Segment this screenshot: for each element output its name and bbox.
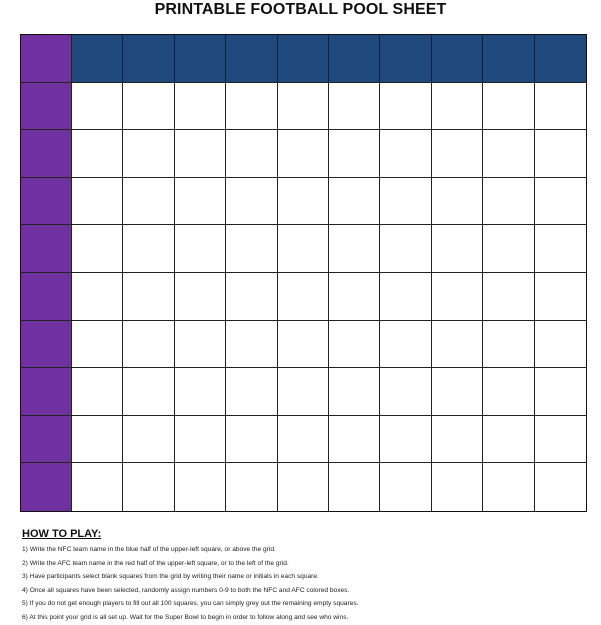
pool-square[interactable]	[432, 368, 483, 416]
nfc-number-box[interactable]	[432, 35, 483, 83]
pool-square[interactable]	[380, 463, 431, 511]
nfc-number-box[interactable]	[483, 35, 534, 83]
afc-number-box[interactable]	[21, 225, 72, 273]
pool-square[interactable]	[380, 130, 431, 178]
pool-square[interactable]	[329, 225, 380, 273]
pool-square[interactable]	[175, 225, 226, 273]
pool-square[interactable]	[432, 83, 483, 131]
pool-square[interactable]	[123, 321, 174, 369]
nfc-number-box[interactable]	[72, 35, 123, 83]
pool-square[interactable]	[72, 178, 123, 226]
pool-square[interactable]	[535, 416, 586, 464]
pool-square[interactable]	[226, 225, 277, 273]
pool-square[interactable]	[226, 178, 277, 226]
pool-square[interactable]	[329, 273, 380, 321]
afc-number-box[interactable]	[21, 273, 72, 321]
step-4: 4) Once all squares have been selected, randomly assign numbers 0-9 to both the NFC and AFC colored boxes.	[22, 586, 350, 594]
pool-square[interactable]	[380, 321, 431, 369]
pool-square[interactable]	[432, 178, 483, 226]
pool-square[interactable]	[329, 416, 380, 464]
nfc-number-box[interactable]	[123, 35, 174, 83]
pool-square[interactable]	[432, 130, 483, 178]
pool-square[interactable]	[278, 130, 329, 178]
pool-square[interactable]	[535, 273, 586, 321]
pool-square[interactable]	[226, 368, 277, 416]
pool-square[interactable]	[175, 321, 226, 369]
pool-square[interactable]	[329, 368, 380, 416]
pool-square[interactable]	[380, 273, 431, 321]
pool-square[interactable]	[123, 130, 174, 178]
nfc-number-box[interactable]	[535, 35, 586, 83]
pool-square[interactable]	[380, 416, 431, 464]
pool-square[interactable]	[432, 463, 483, 511]
step-1: 1) Write the NFC team name in the blue half of the upper-left square, or above the grid.	[22, 546, 276, 553]
pool-grid	[20, 34, 587, 512]
pool-square[interactable]	[483, 225, 534, 273]
pool-square[interactable]	[72, 368, 123, 416]
pool-square[interactable]	[329, 321, 380, 369]
pool-square[interactable]	[483, 368, 534, 416]
pool-square[interactable]	[175, 273, 226, 321]
pool-square[interactable]	[483, 416, 534, 464]
pool-square[interactable]	[483, 273, 534, 321]
pool-square[interactable]	[278, 225, 329, 273]
how-to-play-section	[22, 528, 592, 625]
pool-square[interactable]	[535, 368, 586, 416]
pool-square[interactable]	[278, 83, 329, 131]
pool-square[interactable]	[432, 273, 483, 321]
pool-square[interactable]	[123, 416, 174, 464]
pool-square[interactable]	[278, 178, 329, 226]
pool-square[interactable]	[535, 130, 586, 178]
afc-number-box[interactable]	[21, 178, 72, 226]
nfc-number-box[interactable]	[226, 35, 277, 83]
pool-square[interactable]	[72, 416, 123, 464]
pool-square[interactable]	[483, 463, 534, 511]
pool-square[interactable]	[175, 178, 226, 226]
pool-square[interactable]	[123, 225, 174, 273]
pool-square[interactable]	[535, 225, 586, 273]
pool-square[interactable]	[278, 463, 329, 511]
pool-square[interactable]	[329, 178, 380, 226]
step-3: 3) Have participants select blank squares from the grid by writing their name or initials in each square.	[22, 573, 319, 581]
pool-square[interactable]	[226, 321, 277, 369]
pool-square[interactable]	[175, 463, 226, 511]
pool-square[interactable]	[72, 321, 123, 369]
pool-square[interactable]	[535, 321, 586, 369]
afc-number-box[interactable]	[21, 130, 72, 178]
pool-square[interactable]	[278, 273, 329, 321]
page-title: PRINTABLE FOOTBALL POOL SHEET	[154, 1, 447, 18]
pool-square[interactable]	[175, 416, 226, 464]
pool-square[interactable]	[226, 416, 277, 464]
pool-square[interactable]	[483, 178, 534, 226]
pool-square[interactable]	[72, 225, 123, 273]
pool-square[interactable]	[432, 416, 483, 464]
afc-number-box[interactable]	[21, 463, 72, 511]
pool-square[interactable]	[123, 368, 174, 416]
pool-square[interactable]	[72, 83, 123, 131]
pool-square[interactable]	[226, 83, 277, 131]
pool-square[interactable]	[432, 225, 483, 273]
pool-square[interactable]	[483, 83, 534, 131]
pool-square[interactable]	[175, 130, 226, 178]
nfc-number-box[interactable]	[329, 35, 380, 83]
pool-square[interactable]	[226, 463, 277, 511]
pool-square[interactable]	[278, 416, 329, 464]
pool-square[interactable]	[535, 463, 586, 511]
pool-square[interactable]	[329, 463, 380, 511]
pool-square[interactable]	[380, 368, 431, 416]
pool-square[interactable]	[535, 83, 586, 131]
pool-square[interactable]	[123, 273, 174, 321]
step-5: 5) If you do not get enough players to fill out all 100 squares, you can simply grey out the remaining empty squares.	[22, 600, 359, 608]
pool-square[interactable]	[380, 178, 431, 226]
nfc-number-box[interactable]	[175, 35, 226, 83]
pool-square[interactable]	[535, 178, 586, 226]
pool-square[interactable]	[483, 130, 534, 178]
afc-number-box[interactable]	[21, 83, 72, 131]
pool-square[interactable]	[278, 368, 329, 416]
pool-square[interactable]	[432, 321, 483, 369]
pool-square[interactable]	[175, 368, 226, 416]
pool-square[interactable]	[329, 83, 380, 131]
how-to-play-heading: HOW TO PLAY:	[22, 528, 102, 540]
pool-square[interactable]	[72, 273, 123, 321]
pool-square[interactable]	[72, 463, 123, 511]
pool-square[interactable]	[278, 321, 329, 369]
pool-square[interactable]	[483, 321, 534, 369]
how-to-play-steps	[22, 543, 592, 625]
afc-number-box[interactable]	[21, 416, 72, 464]
step-2: 2) Write the AFC team name in the red half of the upper-left square, or to the left of the grid.	[22, 559, 289, 567]
pool-square[interactable]	[329, 130, 380, 178]
pool-square[interactable]	[175, 83, 226, 131]
pool-square[interactable]	[123, 463, 174, 511]
pool-square[interactable]	[123, 83, 174, 131]
pool-square[interactable]	[123, 178, 174, 226]
pool-square[interactable]	[226, 130, 277, 178]
pool-square[interactable]	[380, 83, 431, 131]
step-6: 6) At this point your grid is all set up. Wait for the Super Bowl to begin in order to follow along and see who wins.	[22, 613, 349, 621]
pool-square[interactable]	[72, 130, 123, 178]
nfc-number-box[interactable]	[380, 35, 431, 83]
afc-number-box[interactable]	[21, 368, 72, 416]
pool-square[interactable]	[226, 273, 277, 321]
pool-square[interactable]	[380, 225, 431, 273]
afc-number-box[interactable]	[21, 321, 72, 369]
corner-team-square[interactable]	[21, 35, 72, 83]
nfc-number-box[interactable]	[278, 35, 329, 83]
